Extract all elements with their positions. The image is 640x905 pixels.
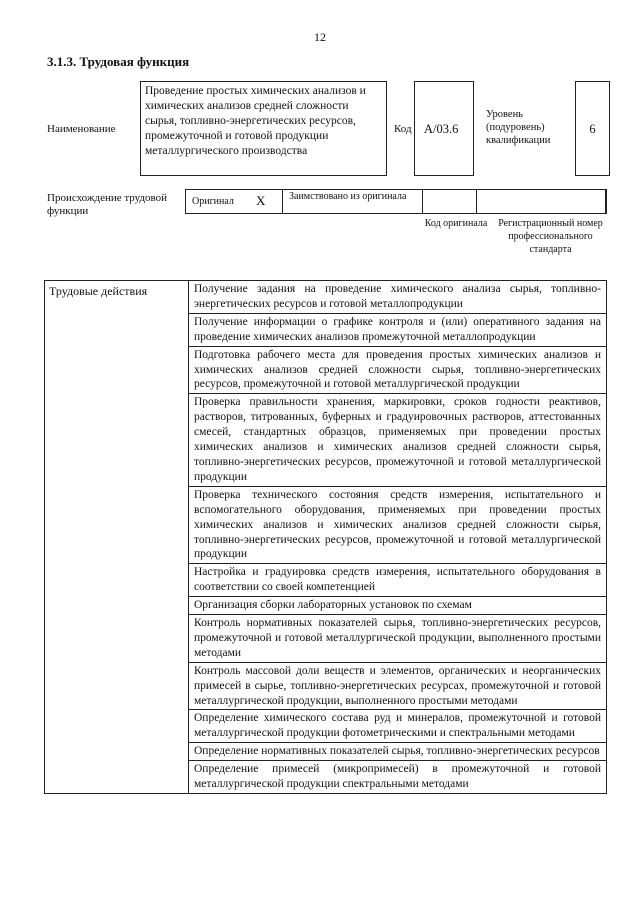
function-title-cell <box>140 81 387 176</box>
original-code-cell <box>423 190 477 213</box>
labor-action-item: Проверка технического состояния средств измерения, испытательного и вспомогательного оборудования, применяемых при проведении простых химических анализов и химических анализов средней сложности сырья, топливно-энергетических ресурсов, промежуточной и готовой металлургической продукции <box>189 487 606 565</box>
section-heading: 3.1.3. Трудовая функция <box>47 54 190 69</box>
registration-number-label: Регистрационный номер профессионального стандарта <box>498 218 603 255</box>
labor-action-item: Контроль нормативных показателей сырья, топливно-энергетических ресурсов, промежуточной и готовой металлургической продукции, выполненного простыми методами <box>189 615 606 663</box>
labor-action-item: Организация сборки лабораторных установок по схемам <box>189 597 606 615</box>
function-title: Проведение простых химических анализов и химических анализов средней сложности сырья, топливно-энергетических ресурсов, промежуточной и готовой продукции металлургического производства <box>145 85 366 157</box>
labor-action-item: Подготовка рабочего места для проведения простых химических анализов и химических анализов средней сложности сырья, топливно-энергетических ресурсов, промежуточной и готовой металлургической продукции <box>189 347 606 395</box>
registration-number-cell <box>477 190 606 213</box>
qualification-level: 6 <box>589 122 596 136</box>
labor-actions-table <box>44 280 607 794</box>
qualification-level-cell <box>575 81 610 176</box>
code-label: Код <box>394 123 412 135</box>
labor-action-item: Настройка и градуировка средств измерения, испытательного оборудования в соответствии со своей компетенцией <box>189 564 606 597</box>
labor-action-item: Определение химического состава руд и минералов, промежуточной и готовой металлургической продукции фотометрическими и спектральными методами <box>189 710 606 743</box>
borrowed-label: Заимствовано из оригинала <box>289 191 407 202</box>
origin-label: Происхождение трудовой функции <box>47 192 168 217</box>
borrowed-cell <box>283 190 423 213</box>
original-label: Оригинал <box>192 196 234 207</box>
function-code: A/03.6 <box>424 122 459 136</box>
labor-action-item: Контроль массовой доли веществ и элементов, органических и неорганических примесей в сырье, топливно-энергетических ресурсах, промежуточной и готовой металлургической продукции, выполненного простыми методами <box>189 663 606 711</box>
name-label: Наименование <box>47 123 116 135</box>
page-number: 12 <box>314 30 326 44</box>
labor-action-item: Определение нормативных показателей сырья, топливно-энергетических ресурсов <box>189 743 606 761</box>
labor-actions-list <box>188 281 606 793</box>
code-of-original-label: Код оригинала <box>424 218 488 229</box>
qualification-level-label: Уровень (подуровень) квалификации <box>486 109 551 146</box>
labor-action-item: Проверка правильности хранения, маркировки, сроков годности реактивов, растворов, титрованных, буферных и градуировочных растворов, аттестованных смесей, стандартных образцов, применяемых при проведении простых химических анализов и химических анализов средней сложности сырья, топливно-энергетических ресурсов, промежуточной и готовой металлургической продукции <box>189 394 606 486</box>
labor-action-item: Получение задания на проведение химического анализа сырья, топливно-энергетических ресурсов и готовой металлопродукции <box>189 281 606 314</box>
original-mark: X <box>256 193 266 208</box>
labor-actions-label: Трудовые действия <box>49 284 148 298</box>
function-code-cell <box>414 81 474 176</box>
original-cell <box>186 190 283 213</box>
origin-table <box>185 189 607 214</box>
labor-action-item: Определение примесей (микропримесей) в промежуточной и готовой металлургической продукции спектральными методами <box>194 763 601 791</box>
labor-action-item: Получение информации о графике контроля и (или) оперативного задания на проведение химических анализов промежуточной металлопродукции <box>189 314 606 347</box>
